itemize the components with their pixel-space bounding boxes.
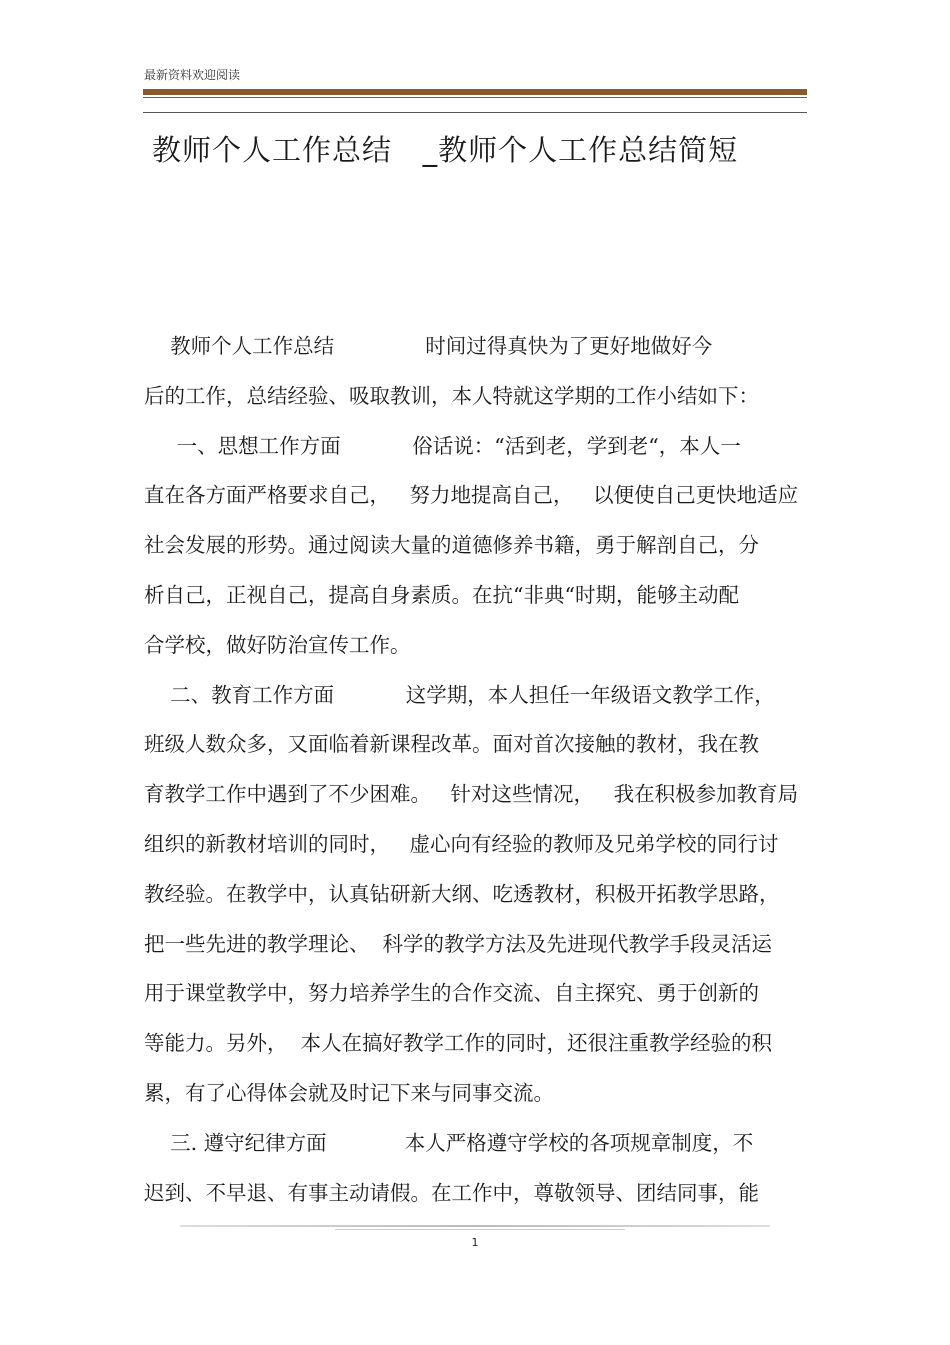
body-line: 社会发展的形势。通过阅读大量的道德修养书籍，勇于解剖自己，分 xyxy=(144,533,759,558)
body-line: 合学校，做好防治宣传工作。 xyxy=(144,632,411,657)
body-line: 育教学工作中遇到了不少困难。 针对这些情况， 我在积极参加教育局 xyxy=(144,782,799,807)
title-rule xyxy=(143,112,807,113)
body-line: 累，有了心得体会就及时记下来与同事交流。 xyxy=(144,1080,554,1105)
body-line: 后的工作，总结经验、吸取教训，本人特就这学期的工作小结如下： xyxy=(144,383,759,408)
document-body xyxy=(144,322,808,1218)
header-rule-thick xyxy=(143,89,807,95)
body-line: 教经验。在教学中，认真钻研新大纲、吃透教材，积极开拓教学思路， xyxy=(144,881,780,906)
body-line: 一、思想工作方面 俗话说：“活到老，学到老“，本人一 xyxy=(144,433,741,458)
footer-rule xyxy=(180,1225,770,1227)
body-line: 组织的新教材培训的同时， 虚心向有经验的教师及兄弟学校的同行讨 xyxy=(144,831,779,856)
page-number: 1 xyxy=(471,1236,479,1249)
document-title: 教师个人工作总结 _教师个人工作总结简短 xyxy=(152,133,739,167)
footer-rule-secondary xyxy=(335,1229,625,1230)
header-text: 最新资料欢迎阅读 xyxy=(144,68,241,82)
body-line: 直在各方面严格要求自己， 努力地提高自己， 以便使自己更快地适应 xyxy=(144,483,799,508)
body-line: 三. 遵守纪律方面 本人严格遵守学校的各项规章制度，不 xyxy=(144,1130,754,1155)
body-line: 教师个人工作总结 时间过得真快为了更好地做好今 xyxy=(144,334,713,358)
body-line: 二、教育工作方面 这学期，本人担任一年级语文教学工作， xyxy=(144,682,775,707)
header-rule-thin xyxy=(143,97,807,98)
body-line: 用于课堂教学中，努力培养学生的合作交流、自主探究、勇于创新的 xyxy=(144,981,759,1006)
body-line: 迟到、不早退、有事主动请假。在工作中，尊敬领导、团结同事，能 xyxy=(144,1180,759,1205)
body-line: 把一些先进的教学理论、 科学的教学方法及先进现代教学手段灵活运 xyxy=(144,931,773,956)
body-line: 等能力。另外， 本人在搞好教学工作的同时，还很注重教学经验的积 xyxy=(144,1031,773,1056)
body-line: 班级人数众多，又面临着新课程改革。面对首次接触的教材，我在教 xyxy=(144,732,759,757)
body-line: 析自己，正视自己，提高自身素质。在抗“非典“时期，能够主动配 xyxy=(144,582,739,607)
